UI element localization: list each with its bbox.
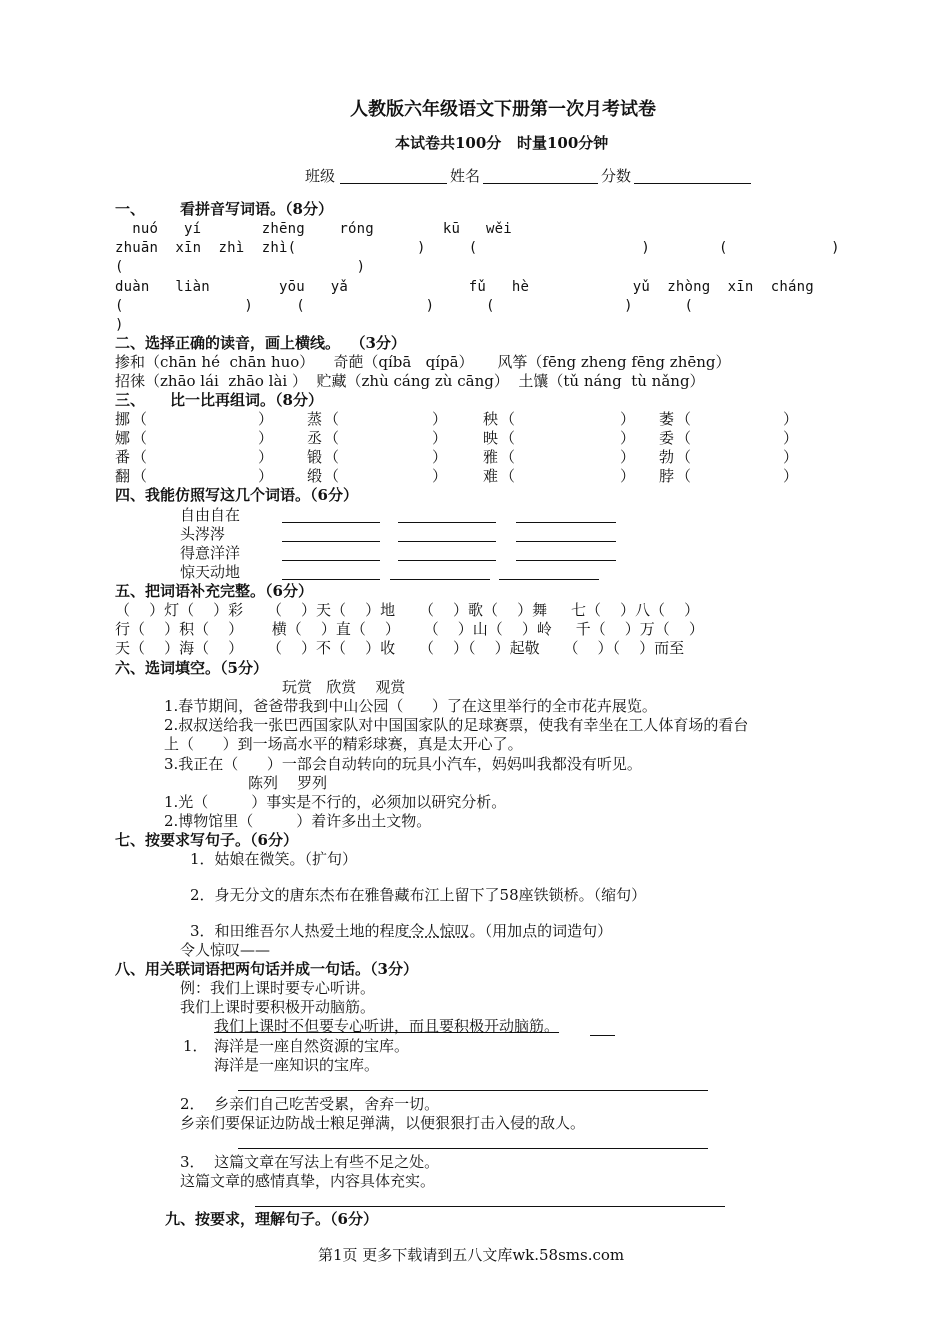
combine-sentence: 2． 乡亲们自己吃苦受累，舍弃一切。 — [180, 1095, 440, 1113]
combine-sentence: 乡亲们要保证边防战士粮足弹满，以便狠狠打击入侵的敌人。 — [180, 1114, 586, 1132]
pinyin-row-1: nuó yí zhēng róng kū wěi — [115, 221, 512, 237]
pronunciation-line-1: 掺和（chān hé chān huo） 奇葩（qíbā qípā） 风筝（fēng zheng fēng zhēng） — [115, 353, 731, 371]
combine-answer-line[interactable] — [255, 1206, 725, 1207]
compare-char: 脖 — [659, 467, 675, 485]
answer-row-1: zhuān xīn zhì zhì( ) ( ) ( ) — [115, 240, 840, 256]
pronunciation-line-2: 招徕（zhāo lái zhāo lài ） 贮藏（zhù cáng zù cāng） 土馕（tǔ náng tù nǎng） — [115, 372, 705, 390]
sentence-answer-prompt: 令人惊叹—— — [180, 941, 271, 959]
idiom-line-1: （ ）灯（ ）彩 （ ）天（ ）地 （ ）歌（ ）舞 七（ ）八（ ） — [115, 601, 700, 619]
section-2-heading: 二、选择正确的读音，画上横线。 （3分） — [115, 334, 406, 352]
section-3-heading: 比一比再组词。（8分） — [170, 391, 323, 409]
answer-line[interactable] — [390, 579, 490, 580]
model-word: 头涔涔 — [180, 525, 226, 543]
name-field[interactable] — [483, 183, 598, 184]
combine-number: 1． — [183, 1037, 208, 1055]
answer-row-1b: ( ) — [115, 259, 366, 275]
combine-sentence: 海洋是一座知识的宝库。 — [214, 1056, 380, 1074]
section-9-heading: 九、按要求，理解句子。（6分） — [165, 1210, 378, 1228]
fill-question-cont: 上（ ）到一场高水平的精彩球赛，真是太开心了。 — [164, 735, 523, 753]
answer-row-2b: ) — [115, 317, 124, 333]
name-label: 姓名 — [450, 167, 481, 185]
model-word: 自由自在 — [180, 506, 241, 524]
compare-char: 秧 — [483, 410, 499, 428]
model-word: 惊天动地 — [180, 563, 241, 581]
combine-answer-line[interactable] — [238, 1090, 708, 1091]
answer-line[interactable] — [516, 560, 616, 561]
fill-question: 1.春节期间，爸爸带我到中山公园（ ）了在这里举行的全市花卉展览。 — [164, 697, 657, 715]
page-subtitle: 本试卷共100分 时量100分钟 — [395, 134, 609, 152]
answer-line[interactable] — [398, 560, 496, 561]
dotted-word: 令人惊叹 — [409, 922, 470, 940]
score-field[interactable] — [634, 183, 751, 184]
example-answer: 我们上课时不但要专心听讲，而且要积极开动脑筋。 — [214, 1017, 560, 1035]
answer-line[interactable] — [516, 522, 616, 523]
word-choices-1: 玩赏 欣赏 观赏 — [282, 678, 406, 696]
section-1-heading: 看拼音写词语。（8分） — [180, 200, 333, 218]
class-label: 班级 — [305, 167, 336, 185]
model-word: 得意洋洋 — [180, 544, 241, 562]
page-footer: 第1页 更多下载请到五八文库wk.58sms.com — [318, 1246, 625, 1264]
page-title: 人教版六年级语文下册第一次月考试卷 — [350, 99, 656, 120]
fill-question: 2.博物馆里（ ）着许多出土文物。 — [164, 812, 432, 830]
class-field[interactable] — [340, 183, 447, 184]
compare-char: 缎 — [307, 467, 323, 485]
compare-char: 锻 — [307, 448, 323, 466]
example-sentence: 我们上课时要积极开动脑筋。 — [180, 998, 376, 1016]
word-choices-2: 陈列 罗列 — [248, 774, 328, 792]
section-3-number: 三、 — [115, 391, 146, 409]
compare-char: 挪 — [115, 410, 131, 428]
answer-row-2: ( ) ( ) ( ) ( — [115, 298, 694, 314]
fill-question: 3.我正在（ ）一部会自动转向的玩具小汽车，妈妈叫我都没有听见。 — [164, 755, 642, 773]
compare-char: 娜 — [115, 429, 131, 447]
section-5-heading: 五、把词语补充完整。（6分） — [115, 582, 313, 600]
combine-answer-line[interactable] — [238, 1148, 708, 1149]
compare-char: 勃 — [659, 448, 675, 466]
idiom-line-3: 天（ ）海（ ） （ ）不（ ）收 （ ）（ ）起敬 （ ）（ ）而至 — [115, 639, 685, 657]
answer-line[interactable] — [282, 522, 380, 523]
score-label: 分数 — [601, 167, 632, 185]
answer-line[interactable] — [282, 560, 380, 561]
section-4-heading: 四、我能仿照写这几个词语。（6分） — [115, 486, 358, 504]
section-7-heading: 七、按要求写句子。（6分） — [115, 831, 298, 849]
sentence-question: 3．和田维吾尔人热爱土地的程度令人惊叹。（用加点的词造句） — [190, 922, 613, 940]
compare-char: 难 — [483, 467, 499, 485]
fill-question: 2.叔叔送给我一张巴西国家队对中国国家队的足球赛票，使我有幸坐在工人体育场的看台 — [164, 716, 749, 734]
answer-line[interactable] — [516, 541, 616, 542]
answer-line[interactable] — [282, 579, 380, 580]
compare-char: 翻 — [115, 467, 131, 485]
compare-char: 萎 — [659, 410, 675, 428]
combine-sentence: 这篇文章的感情真挚，内容具体充实。 — [180, 1172, 436, 1190]
fill-question: 1.光（ ）事实是不行的，必须加以研究分析。 — [164, 793, 507, 811]
compare-char: 委 — [659, 429, 675, 447]
compare-char: 丞 — [307, 429, 323, 447]
sentence-question: 2．身无分文的唐东杰布在雅鲁藏布江上留下了58座铁锁桥。（缩句） — [190, 886, 647, 904]
compare-char: 番 — [115, 448, 131, 466]
idiom-line-2: 行（ ）积（ ） 横（ ）直（ ） （ ）山（ ）岭 千（ ）万（ ） — [115, 620, 704, 638]
pinyin-row-2: duàn liàn yōu yǎ fǔ hè yǔ zhòng xīn cháng — [115, 279, 814, 295]
combine-sentence: 3． 这篇文章在写法上有些不足之处。 — [180, 1153, 440, 1171]
compare-char: 映 — [483, 429, 499, 447]
answer-line[interactable] — [499, 579, 599, 580]
combine-sentence: 海洋是一座自然资源的宝库。 — [214, 1037, 410, 1055]
answer-line[interactable] — [282, 541, 380, 542]
example-sentence: 例：我们上课时要专心听讲。 — [180, 979, 376, 997]
section-8-heading: 八、用关联词语把两句话并成一句话。（3分） — [115, 960, 418, 978]
answer-line[interactable] — [398, 522, 496, 523]
sentence-question: 1．姑娘在微笑。（扩句） — [190, 850, 358, 868]
answer-line[interactable] — [398, 541, 496, 542]
compare-char: 雅 — [483, 448, 499, 466]
section-1-number: 一、 — [115, 200, 146, 218]
example-underline-ext — [590, 1035, 615, 1036]
compare-char: 蒸 — [307, 410, 323, 428]
section-6-heading: 六、选词填空。（5分） — [115, 659, 268, 677]
